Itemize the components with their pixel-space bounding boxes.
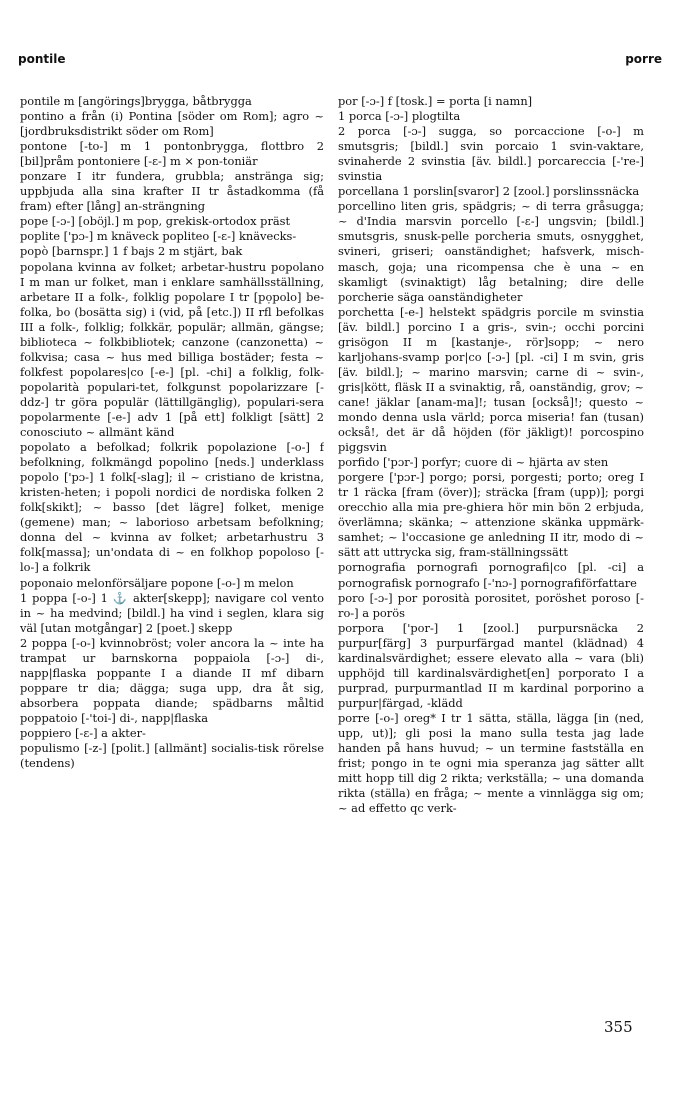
entry: pontile m [angörings]brygga, båtbrygga [20,94,252,108]
page-number: 355 [604,1018,633,1036]
entry: por [-ɔ-] f [tosk.] = porta [i namn] [338,94,533,108]
entry: ponzare I itr fundera, grubbla; anstränga sig; uppbjuda alla sina krafter II tr åstadkomma (få fram) efter [lång] an-strängning [20,169,324,214]
entry: pope [-ɔ-] [oböjl.] m pop, grekisk-ortodox präst [20,214,291,229]
entry: porre [-o-] oreg* I tr 1 sätta, ställa, lägga [in (ned, upp, ut)]; gli posi la mano sulla testa jag lade handen på hans huvud; ~ un termine fastställa en frist; pongo in te ogni mia speranza jag sätter allt mitt hopp till dig 2 rikta; verkställa; ~ una domanda rikta (ställa) en fråga; ~ mente a vinnlägga sig om; ~ ad effetto qc verk- [338,710,644,816]
entry: 1 porca [-ɔ-] plogtilta [338,109,461,124]
entry: popolato a befolkad; folkrik popolazione [-o-] f befolkning, folkmängd popolino [neds.] underklass popolo ['pɔ-] 1 folk[-slag]; il ~ cristiano de kristna, kristen-heten; i popoli nordici de nordiska folken 2 folk[skikt]; ~ basso [det lägre] folket, menige (gemene) man; ~ laborioso arbetsam befolkning; donna del ~ kvinna av folket; arbetarhustru 3 folk[massa]; un'ondata di ~ en folkhop popoloso [-lo-] a folkrik [20,440,324,575]
entry: porcellino liten gris, spädgris; ~ di terra gråsugga; ~ d'India marsvin porcello [-ɛ-] ungsvin; [bildl.] smutsgris, snusk-pelle porcheria smuts, osnygghet, svineri, griseri; oanständighet; hafsverk, misch-masch, goja; una ricompensa che è una ~ en skamligt (svinaktigt) låg betalning; dire delle porcherie säga oanständigheter [338,199,644,304]
entry: 1 poppa [-o-] 1 ⚓ akter[skepp]; navigare col vento in ~ ha medvind; [bildl.] ha vind i seglen, klara sig väl [utan motgångar] 2 [poet.] skepp [20,590,324,635]
entry: poplite ['pɔ-] m knäveck popliteo [-ɛ-] knävecks- [20,229,297,244]
entry: poppiero [-ɛ-] a akter- [20,725,146,740]
entry: porcellana 1 porslin[svaror] 2 [zool.] porslinssnäcka [338,184,640,199]
left-column [20,94,324,1044]
headword-left: pontile [18,52,66,66]
entry: 2 poppa [-o-] kvinnobröst; voler ancora la ~ inte ha trampat ur barnskorna poppaiola [-ɔ-] di-, napp|flaska poppante I a diande II mf dibarn poppare tr dia; dägga; suga upp, dra åt sig, absorbera poppata diande; spädbarns måltid poppatoio [-'toi-] di-, napp|flaska [20,635,324,725]
right-column [338,94,644,1044]
headword-right: porre [625,52,662,66]
entry: porfido ['pɔr-] porfyr; cuore di ~ hjärta av sten [338,455,609,470]
entry: porgere ['pɔr-] porgo; porsi, porgesti; porto; oreg I tr 1 räcka [fram (över)]; sträcka [fram (upp)]; porgi orecchio alla mia pre-ghiera hör min bön 2 erbjuda, överlämna; skänka; ~ attenzione skänka uppmärk-samhet; ~ l'occasione ge anledning II itr, modo di ~ sätt att uttrycka sig, fram-ställningssätt [338,470,644,560]
entry: popò [barnspr.] 1 f bajs 2 m stjärt, bak [20,244,243,259]
entry: porpora ['por-] 1 [zool.] purpursnäcka 2 purpur[färg] 3 purpurfärgad mantel (klädnad) 4 kardinalsvärdighet; essere elevato alla ~ vara (bli) upphöjd till kardinalsvärdighet[en] porporato I a purprad, purpurmantlad II m kardinal porporino a purpur|färgad, -klädd [338,620,644,710]
entry: poro [-ɔ-] por porosità porositet, poröshet poroso [-ro-] a porös [338,590,644,620]
entry: poponaio melonförsäljare popone [-o-] m melon [20,575,294,590]
entry: pontino a från (i) Pontina [söder om Rom]; agro ~ [jordbruksdistrikt söder om Rom] [20,109,324,139]
entry: pornografia pornografi pornografi|co [pl. -ci] a pornografisk pornografo [-'nɔ-] pornografiförfattare [338,560,644,590]
entry: 2 porca [-ɔ-] sugga, so porcaccione [-o-] m smutsgris; [bildl.] svin porcaio 1 svin-vaktare, svinaherde 2 svinstia [äv. bildl.] porcareccia [-'re-] svinstia [338,124,644,184]
entry: pontone [-to-] m 1 pontonbrygga, flottbro 2 [bil]pråm pontoniere [-ɛ-] m ⨯ pon-toniär [20,139,324,169]
entry: porchetta [-e-] helstekt spädgris porcile m svinstia [äv. bildl.] porcino I a gris-, svin-; occhi porcini grisögon II m [kastanje-, rör]sopp; ~ nero karljohans-svamp por|co [-ɔ-] [pl. -ci] I m svin, gris [äv. bildl.]; ~ marino marsvin; carne di ~ svin-, gris|kött, fläsk II a svinaktig, rå, oanständig, grov; ~ cane! jäklar [anam-ma]!; tusan [också]!; questo ~ mondo denna usla värld; porca miseria! fan (tusan) också!, det är då höjden (för jäkligt)! porcospino piggsvin [338,304,644,455]
entry: populismo [-z-] [polit.] [allmänt] socialis-tisk rörelse (tendens) [20,741,324,771]
entry: popolana kvinna av folket; arbetar-hustru popolano I m man ur folket, man i enklare samhällsställning, arbetare II a folk-, folklig popolare I tr [pọpolo] be-folka, bo (bosätta sig) i (vid, på [etc.]) II rfl befolkas III a folk-, folklig; folkkär, populär; allmän, gängse; biblioteca ~ folkbibliotek; canzone (canzonetta) ~ folkvisa; casa ~ hus med billiga bostäder; festa ~ folkfest popolares|co [-e-] [pl. -chi] a folklig, folk- popolarità populari-tet, folkgunst popolarizzare [-ddz-] tr göra populär (lättillgänglig), populari-sera popolarmente [-e-] adv 1 [på ett] folkligt [sätt] 2 conosciuto ~ allmänt känd [20,259,324,440]
